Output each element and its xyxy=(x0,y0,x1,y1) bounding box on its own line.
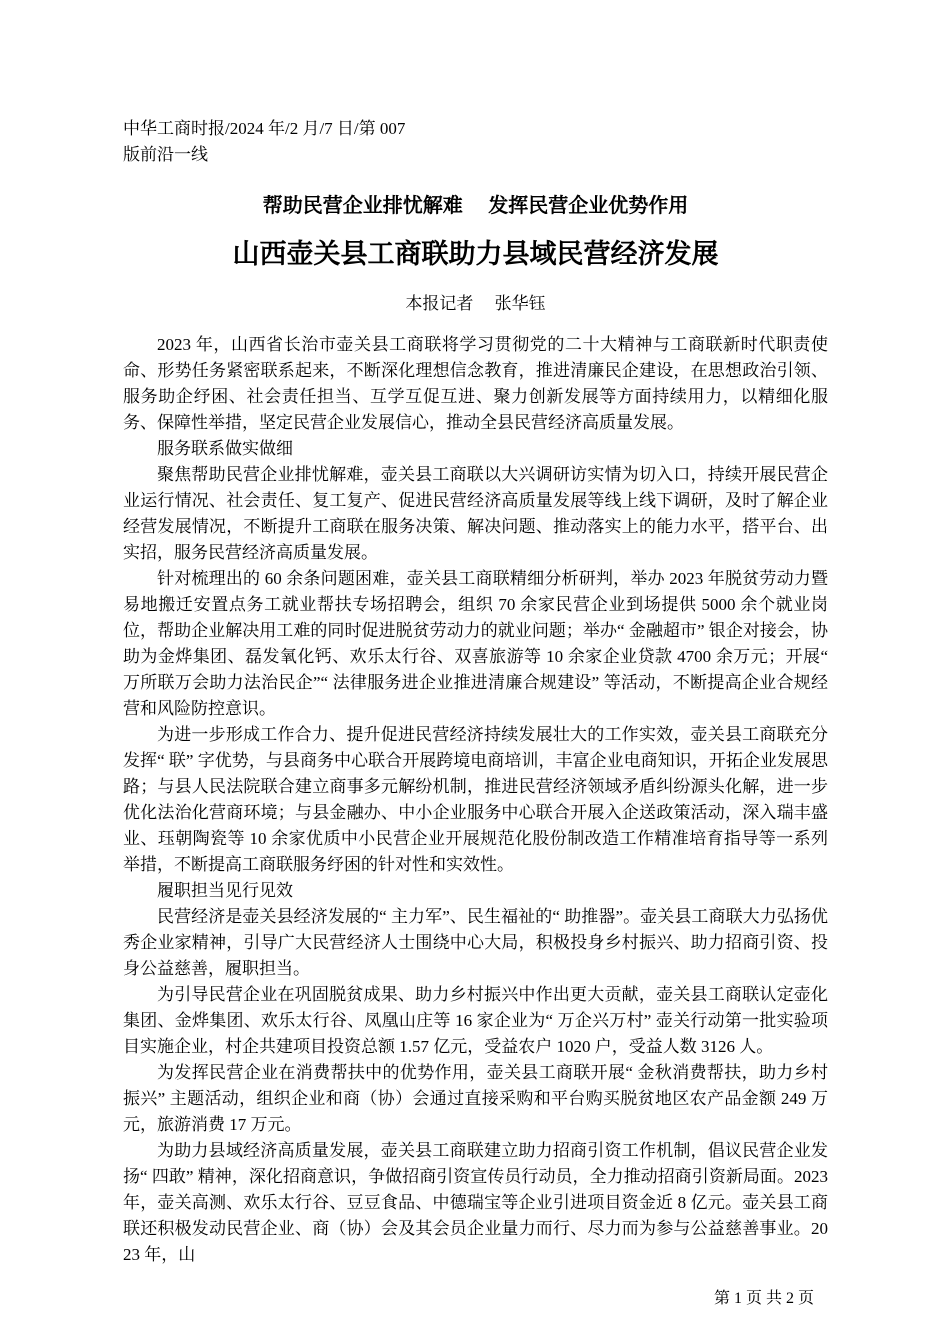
paragraph: 为助力县域经济高质量发展，壶关县工商联建立助力招商引资工作机制，倡议民营企业发扬“ 四敢” 精神，深化招商意识，争做招商引资宣传员行动员，全力推动招商引资新局面。2023 年，壶关高测、欢乐太行谷、豆豆食品、中德瑞宝等企业引进项目资金近 8 亿元。壶关县工商联还积极发动民营企业、商（协）会及其会员企业量力而行、尽力而为参与公益慈善事业。2023 年，山 xyxy=(123,1141,828,1264)
paragraph: 针对梳理出的 60 余条问题困难，壶关县工商联精细分析研判，举办 2023 年脱贫劳动力暨易地搬迁安置点务工就业帮扶专场招聘会，组织 70 余家民营企业到场提供 5000 余个就业岗位，帮助企业解决用工难的同时促进脱贫劳动力的就业问题；举办“ 金融超市” 银企对接会，协助为金烨集团、磊发氧化钙、欢乐太行谷、双喜旅游等 10 余家企业贷款 4700 余万元；开展“ 万所联万会助力法治民企”“ 法律服务进企业推进清廉合规建设” 等活动，不断提高企业合规经营和风险防控意识。 xyxy=(123,569,828,718)
paragraph: 为发挥民营企业在消费帮扶中的优势作用，壶关县工商联开展“ 金秋消费帮扶，助力乡村振兴” 主题活动，组织企业和商（协）会通过直接采购和平台购买脱贫地区农产品金额 249 万元，旅游消费 17 万元。 xyxy=(123,1063,828,1134)
paragraph: 2023 年，山西省长治市壶关县工商联将学习贯彻党的二十大精神与工商联新时代职责使命、形势任务紧密联系起来，不断深化理想信念教育，推进清廉民企建设，在思想政治引领、服务助企纾困、社会责任担当、互学互促互进、聚力创新发展等方面持续用力，以精细化服务、保障性举措，坚定民营企业发展信心，推动全县民营经济高质量发展。 xyxy=(123,335,828,432)
article-title: 山西壶关县工商联助力县域民营经济发展 xyxy=(232,239,719,269)
section-heading: 履职担当见行见效 xyxy=(157,881,293,900)
publication-header-line1: 中华工商时报/2024 年/2 月/7 日/第 007 xyxy=(123,119,406,138)
paragraph: 民营经济是壶关县经济发展的“ 主力军”、民生福祉的“ 助推器”。壶关县工商联大力弘扬优秀企业家精神，引导广大民营经济人士围绕中心大局，积极投身乡村振兴、助力招商引资、投身公益慈善，履职担当。 xyxy=(123,907,828,978)
paragraph: 聚焦帮助民营企业排忧解难，壶关县工商联以大兴调研访实情为切入口，持续开展民营企业运行情况、社会责任、复工复产、促进民营经济高质量发展等线上线下调研，及时了解企业经营发展情况，不断提升工商联在服务决策、解决问题、推动落实上的能力水平，搭平台、出实招，服务民营经济高质量发展。 xyxy=(123,465,828,562)
publication-header-line2: 版前沿一线 xyxy=(123,145,208,164)
article-subtitle: 帮助民营企业排忧解难 发挥民营企业优势作用 xyxy=(262,195,689,217)
section-heading: 服务联系做实做细 xyxy=(157,439,293,458)
page-number-footer: 第 1 页 共 2 页 xyxy=(713,1290,814,1307)
article-body xyxy=(123,332,828,1268)
paragraph: 为引导民营企业在巩固脱贫成果、助力乡村振兴中作出更大贡献，壶关县工商联认定壶化集团、金烨集团、欢乐太行谷、凤凰山庄等 16 家企业为“ 万企兴万村” 壶关行动第一批实验项目实施企业，村企共建项目投资总额 1.57 亿元，受益农户 1020 户，受益人数 3126 人。 xyxy=(123,985,828,1056)
article-byline: 本报记者 张华钰 xyxy=(405,294,546,313)
publication-header xyxy=(123,116,828,168)
paragraph: 为进一步形成工作合力、提升促进民营经济持续发展壮大的工作实效，壶关县工商联充分发挥“ 联” 字优势，与县商务中心联合开展跨境电商培训，丰富企业电商知识，开拓企业发展思路；与县人民法院联合建立商事多元解纷机制，推进民营经济领域矛盾纠纷源头化解，进一步优化法治化营商环境；与县金融办、中小企业服务中心联合开展入企送政策活动，深入瑞丰盛业、珏朝陶瓷等 10 余家优质中小民营企业开展规范化股份制改造工作精准培育指导等一系列举措，不断提高工商联服务纾困的针对性和实效性。 xyxy=(123,725,828,874)
